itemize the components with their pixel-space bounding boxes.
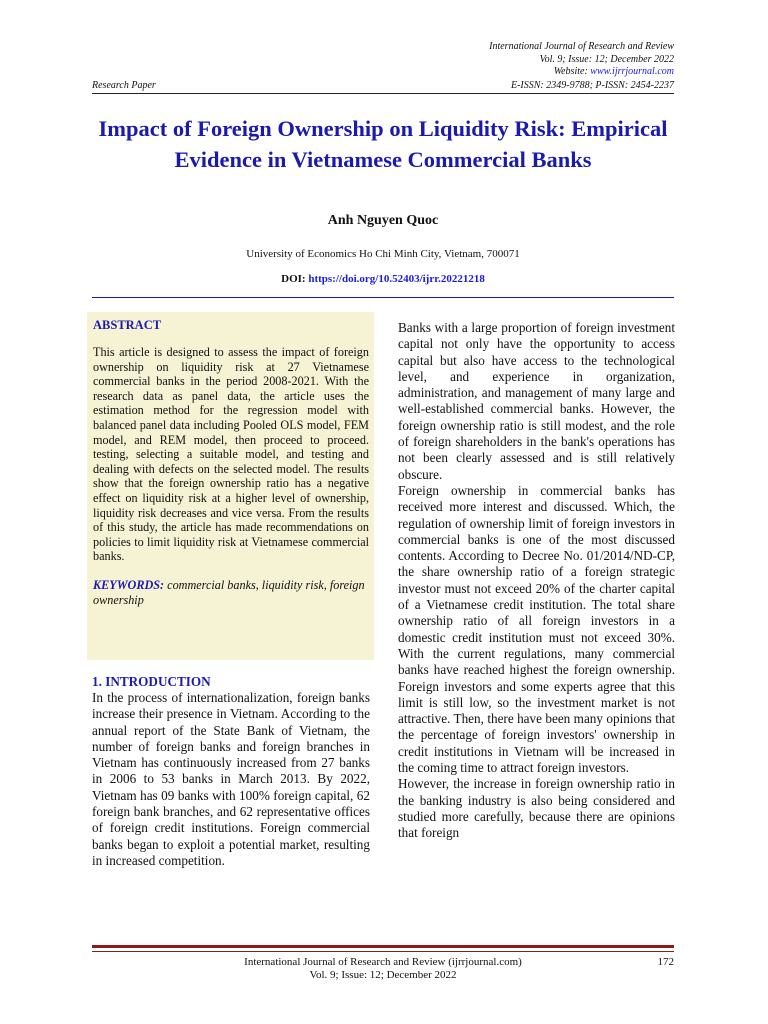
author-name: Anh Nguyen Quoc — [327, 213, 439, 228]
paragraph: Banks with a large proportion of foreign investment capital not only have the opportunity to access capital but also have access to the technological level, and experience in organization, administration, and management of many large and well-established commercial banks. However, the foreign ownership ratio is still modest, and the role of foreign shareholders in the bank's operations has not been clearly assessed and is still relatively obscure. — [398, 320, 675, 482]
keywords-text: commercial banks, liquidity risk, foreign ownership — [93, 577, 365, 607]
footer-divider-thick — [92, 945, 674, 948]
journal-volume-issue: Vol. 9; Issue: 12; December 2022 — [539, 53, 674, 65]
doi-label: DOI: — [281, 273, 306, 285]
page-footer — [92, 956, 674, 982]
title-divider — [92, 297, 674, 298]
author-affiliation: University of Economics Ho Chi Minh City, Vietnam, 700071 — [246, 248, 520, 260]
keywords — [93, 578, 369, 607]
footer-divider-thin — [92, 951, 674, 952]
abstract-text: This article is designed to assess the impact of foreign ownership on liquidity risk at 27 Vietnamese commercial banks in the period 2008-2021. With the research data as panel data, the article uses the estimation method for the regression model with balanced panel data including Pooled OLS model, FEM model, and REM model, then proceed to proceed. testing, selecting a suitable model, and testing and dealing with defects on the selected model. The results show that the foreign ownership ratio has a negative effect on liquidity risk at a higher level of ownership, liquidity risk decreases and vice versa. From the results of this study, the article has made recommendations on policies to limit liquidity risk at Vietnamese commercial banks. — [93, 345, 369, 564]
issn-line: E-ISSN: 2349-9788; P-ISSN: 2454-2237 — [510, 80, 674, 91]
right-column — [398, 320, 675, 842]
abstract-box — [87, 312, 374, 660]
doi-line — [92, 273, 674, 285]
paper-type: Research Paper — [92, 80, 156, 91]
page-number: 172 — [657, 956, 674, 968]
keywords-label: KEYWORDS: — [93, 577, 165, 592]
introduction-section — [92, 674, 370, 869]
journal-header — [489, 41, 674, 79]
introduction-heading: 1. INTRODUCTION — [92, 674, 211, 689]
paragraph: Foreign ownership in commercial banks has received more interest and discussed. Which, the regulation of ownership limit of foreign investors in commercial banks is one of the most discussed contents. According to Decree No. 01/2014/ND-CP, the share ownership ratio of a foreign strategic investor must not exceed 20% of the charter capital of a Vietnamese credit institution. The total share ownership ratio of all foreign investors in a domestic credit institution must not exceed 30%. With the current regulations, many commercial banks have reached highest the foreign ownership. Foreign investors and some experts agree that this limit is still low, so the investment market is not attractive. Then, there have been many opinions that the percentage of foreign investors' ownership in credit institutions in Vietnam will be increased in the coming time to attract foreign investors. — [398, 482, 675, 776]
header-divider — [92, 93, 674, 94]
paper-title: Impact of Foreign Ownership on Liquidity Risk: Empirical Evidence in Vietnamese Commercial Banks — [98, 116, 668, 172]
journal-name: International Journal of Research and Review — [489, 41, 674, 52]
paragraph: However, the increase in foreign ownership ratio in the banking industry is also being considered and studied more carefully, because there are opinions that foreign — [398, 776, 675, 841]
website-label: Website: — [553, 66, 588, 77]
introduction-text: In the process of internationalization, foreign banks increase their presence in Vietnam. According to the annual report of the State Bank of Vietnam, the number of foreign banks and foreign branches in Vietnam has continuously increased from 27 banks in 2006 to 53 banks in March 2013. By 2022, Vietnam has 09 banks with 100% foreign capital, 62 foreign bank branches, and 62 representative offices of foreign credit institutions. Foreign commercial banks began to exploit a potential market, resulting in increased competition. — [92, 690, 370, 868]
footer-journal: International Journal of Research and Review (ijrrjournal.com) — [244, 956, 522, 968]
footer-volume: Vol. 9; Issue: 12; December 2022 — [309, 969, 457, 981]
abstract-heading: ABSTRACT — [93, 318, 162, 332]
website-link[interactable]: www.ijrrjournal.com — [590, 66, 674, 77]
doi-link[interactable]: https://doi.org/10.52403/ijrr.20221218 — [308, 273, 485, 285]
journal-website — [489, 66, 674, 79]
